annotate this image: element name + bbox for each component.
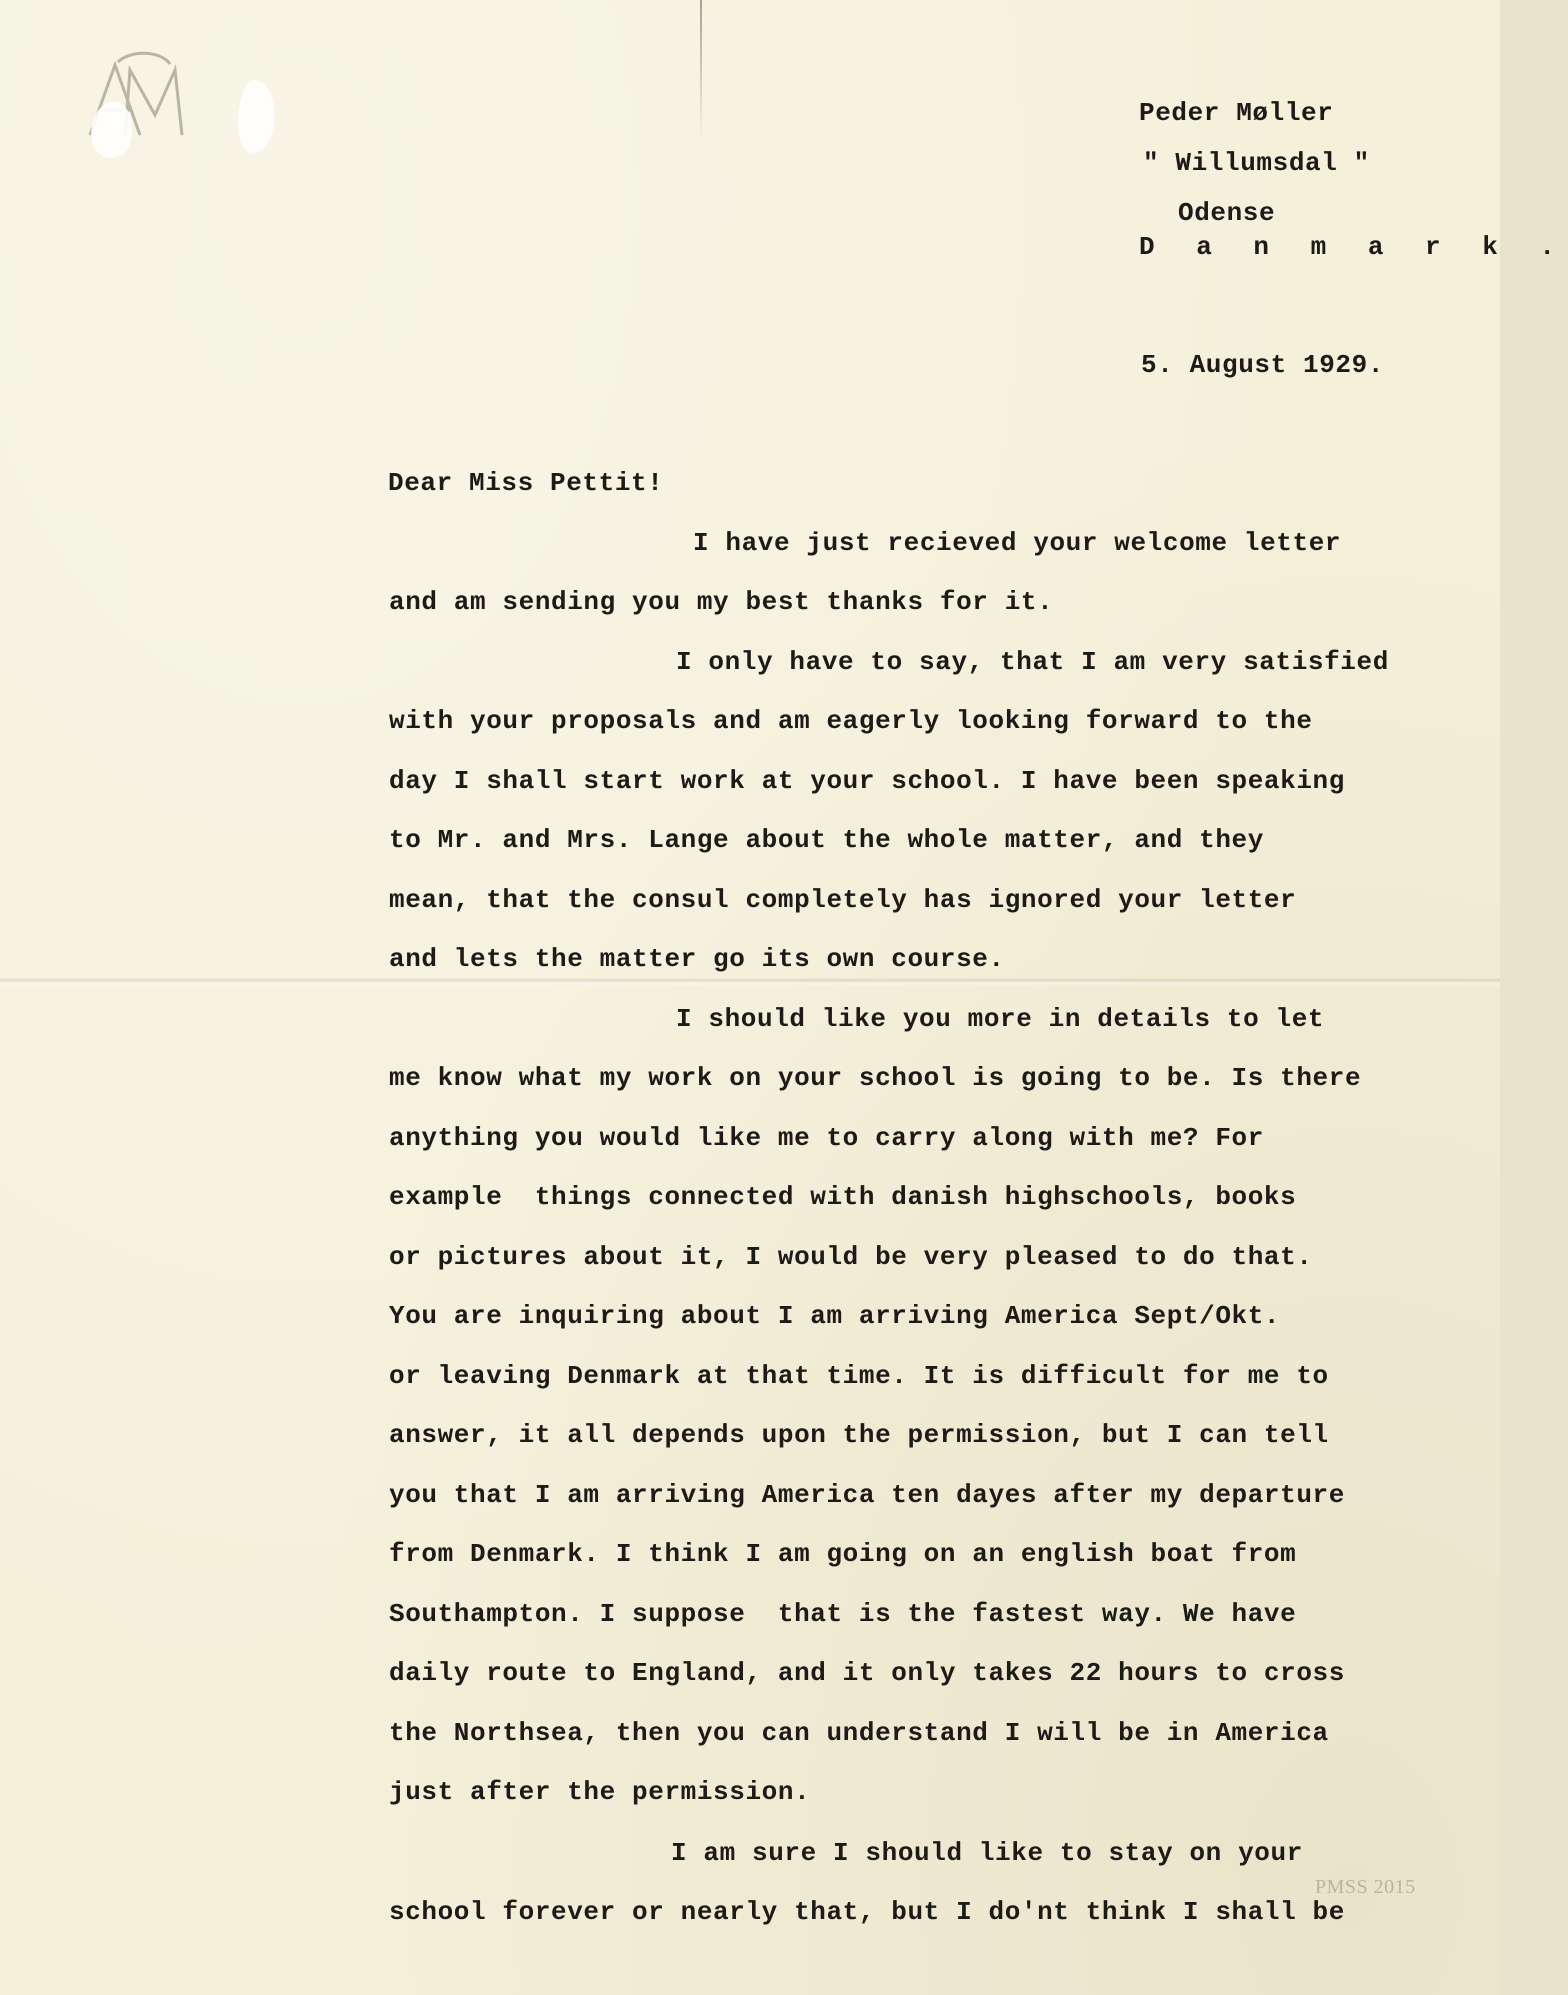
sender-country: D a n m a r k . — [1139, 232, 1568, 262]
body-line: just after the permission. — [389, 1777, 811, 1807]
body-line: with your proposals and am eagerly looking forward to the — [389, 706, 1313, 736]
sender-city: Odense — [1178, 198, 1276, 228]
letter-date: 5. August 1929. — [1141, 350, 1385, 380]
paper-fold-mark — [700, 0, 702, 140]
sender-estate: " Willumsdal " — [1143, 148, 1370, 178]
body-line: mean, that the consul completely has ignored your letter — [389, 885, 1297, 915]
body-line: to Mr. and Mrs. Lange about the whole matter, and they — [389, 825, 1264, 855]
archive-watermark: PMSS 2015 — [1315, 1876, 1416, 1898]
body-line: Southampton. I suppose that is the fastest way. We have — [389, 1599, 1297, 1629]
body-line: anything you would like me to carry along with me? For — [389, 1123, 1264, 1153]
body-line: I have just recieved your welcome letter — [693, 528, 1342, 558]
body-line: I only have to say, that I am very satisfied — [676, 647, 1389, 677]
body-line: day I shall start work at your school. I have been speaking — [389, 766, 1345, 796]
body-line: daily route to England, and it only takes 22 hours to cross — [389, 1658, 1345, 1688]
body-line: example things connected with danish highschools, books — [389, 1182, 1297, 1212]
body-line: You are inquiring about I am arriving America Sept/Okt. — [389, 1301, 1281, 1331]
body-line: or pictures about it, I would be very pleased to do that. — [389, 1242, 1313, 1272]
body-line: the Northsea, then you can understand I will be in America — [389, 1718, 1329, 1748]
sender-name: Peder Møller — [1139, 98, 1334, 128]
body-line: and am sending you my best thanks for it. — [389, 587, 1054, 617]
embossed-monogram-icon — [70, 40, 290, 170]
body-line: school forever or nearly that, but I do'nt think I shall be — [389, 1897, 1345, 1927]
body-line: from Denmark. I think I am going on an english boat from — [389, 1539, 1297, 1569]
body-line: I am sure I should like to stay on your — [671, 1838, 1303, 1868]
body-line: me know what my work on your school is going to be. Is there — [389, 1063, 1362, 1093]
salutation: Dear Miss Pettit! — [388, 468, 664, 498]
body-line: you that I am arriving America ten dayes after my departure — [389, 1480, 1345, 1510]
body-line: and lets the matter go its own course. — [389, 944, 1005, 974]
body-line: answer, it all depends upon the permission, but I can tell — [389, 1420, 1329, 1450]
body-line: or leaving Denmark at that time. It is difficult for me to — [389, 1361, 1329, 1391]
body-line: I should like you more in details to let — [676, 1004, 1325, 1034]
